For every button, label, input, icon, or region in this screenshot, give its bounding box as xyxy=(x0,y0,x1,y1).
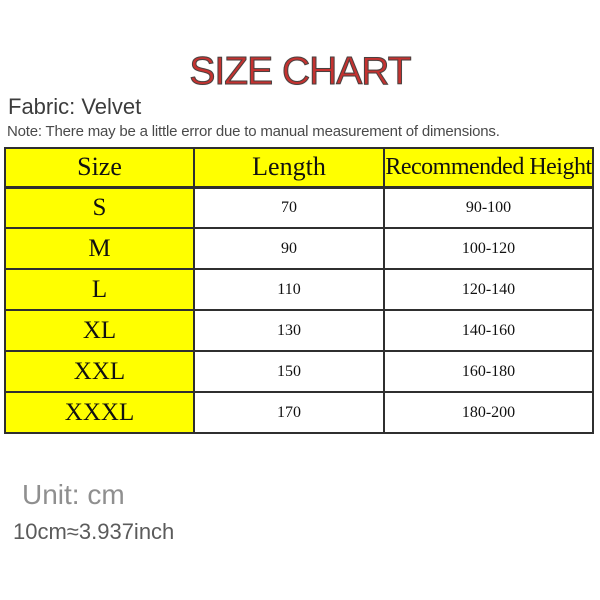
column-header-length: Length xyxy=(194,148,384,187)
table-row xyxy=(5,187,593,228)
table-row xyxy=(5,392,593,433)
length-cell: 70 xyxy=(194,187,384,228)
length-cell: 130 xyxy=(194,310,384,351)
table-row xyxy=(5,351,593,392)
column-header-size: Size xyxy=(5,148,194,187)
size-table xyxy=(4,147,594,434)
table-row xyxy=(5,228,593,269)
size-cell: XL xyxy=(5,310,194,351)
size-cell: XXL xyxy=(5,351,194,392)
table-header-row xyxy=(5,148,593,187)
size-cell: XXXL xyxy=(5,392,194,433)
measurement-note: Note: There may be a little error due to manual measurement of dimensions. xyxy=(7,123,500,140)
page-title: SIZE CHART xyxy=(189,50,411,93)
table-row xyxy=(5,310,593,351)
size-cell: L xyxy=(5,269,194,310)
conversion-label: 10cm≈3.937inch xyxy=(13,519,175,544)
height-cell: 90-100 xyxy=(384,187,593,228)
height-cell: 120-140 xyxy=(384,269,593,310)
column-header-recommended-height: Recommended Height xyxy=(384,148,593,187)
size-cell: S xyxy=(5,187,194,228)
table-row xyxy=(5,269,593,310)
length-cell: 90 xyxy=(194,228,384,269)
height-cell: 160-180 xyxy=(384,351,593,392)
fabric-label: Fabric: Velvet xyxy=(8,94,142,119)
height-cell: 100-120 xyxy=(384,228,593,269)
height-cell: 180-200 xyxy=(384,392,593,433)
length-cell: 150 xyxy=(194,351,384,392)
size-cell: M xyxy=(5,228,194,269)
length-cell: 110 xyxy=(194,269,384,310)
unit-label: Unit: cm xyxy=(22,479,125,510)
height-cell: 140-160 xyxy=(384,310,593,351)
length-cell: 170 xyxy=(194,392,384,433)
